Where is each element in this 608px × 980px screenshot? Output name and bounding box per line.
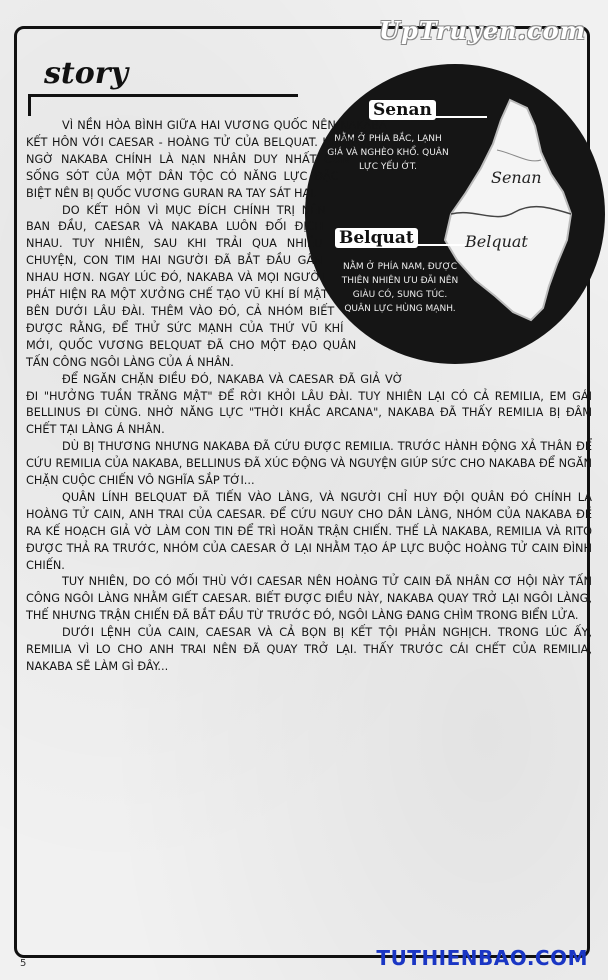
belquat-label: Belquat: [335, 228, 418, 248]
watermark-tuthienbao: TUTHIENBAO.COM: [376, 946, 588, 970]
page-number: 5: [20, 958, 27, 969]
paragraph: TUY NHIÊN, DO CÓ MỐI THÙ VỚI CAESAR NÊN HOÀNG TỬ CAIN ĐÃ NHÂN CƠ HỘI NÀY TẤN CÔNG NGÔI LÀNG NHẰM GIẾT CAESAR. BIẾT ĐƯỢC ĐIỀU NÀY, NAKABA QUAY TRỞ LẠI NGÔI LÀNG, THẾ NHƯNG TRẬN CHIẾN ĐÃ BẮT ĐẦU TỪ TRƯỚC ĐÓ, NGÔI LÀNG ĐANG CHÌM TRONG BIỂN LỬA.: [26, 575, 592, 623]
belquat-description: NẰM Ở PHÍA NAM, ĐƯỢC THIÊN NHIÊN ƯU ĐÃI NÊN GIÀU CÓ, SUNG TÚC. QUÂN LỰC HÙNG MẠNH.: [341, 262, 459, 314]
senan-label: Senan: [369, 100, 436, 120]
heading-underline: [28, 94, 298, 97]
story-text: [26, 118, 592, 676]
paragraph: QUÂN LÍNH BELQUAT ĐÃ TIẾN VÀO LÀNG, VÀ NGƯỜI CHỈ HUY ĐỘI QUÂN ĐÓ CHÍNH LÀ HOÀNG TỬ CAIN, ANH TRAI CỦA CAESAR. ĐỂ CỨU NGUY CHO DÂN LÀNG, NHÓM CỦA NAKABA ĐỀ RA KẾ HOẠCH GIẢ VỜ LÀM CON TIN ĐỂ TRÌ HOÃN TRẬN CHIẾN. THẾ LÀ NAKABA, REMILIA VÀ RITO ĐƯỢC THẢ RA TRƯỚC, NHÓM CỦA CAESAR Ở LẠI NHẰM TẠO ÁP LỰC BUỘC HOÀNG TỬ CAIN ĐÌNH CHIẾN.: [26, 490, 592, 572]
belquat-handwritten: Belquat: [465, 232, 528, 251]
paragraph: ĐỂ NGĂN CHẶN ĐIỀU ĐÓ, NAKABA VÀ CAESAR ĐÃ GIẢ VỜ ĐI "HƯỞNG TUẦN TRĂNG MẬT" ĐỂ RỜI KHỎI LÂU ĐÀI. TUY NHIÊN LẠI CÓ CẢ REMILIA, EM GÁI BELLINUS ĐI CÙNG. NHỜ NĂNG LỰC "THỜI KHẮC ARCANA", NAKABA ĐÃ THẤY REMILIA BỊ ĐÂM CHẾT TẠI LÀNG Á NHÂN.: [26, 372, 592, 437]
story-heading: story: [44, 56, 128, 91]
paragraph: DƯỚI LỆNH CỦA CAIN, CAESAR VÀ CẢ BỌN BỊ KẾT TỘI PHẢN NGHỊCH. TRONG LÚC ẤY, REMILIA VÌ LO CHO ANH TRAI NÊN ĐÃ QUAY TRỞ LẠI. THẤY TRƯỚC CÁI CHẾT CỦA REMILIA, NAKABA SẼ LÀM GÌ ĐÂY...: [26, 626, 592, 673]
map-wrap-spacer: [320, 118, 592, 380]
paragraph: VÌ NỀN HÒA BÌNH GIỮA HAI VƯƠNG QUỐC NÊN NAKABA KẾT HÔN VỚI CAESAR - HOÀNG TỬ CỦA BELQUAT. KHÔNG NGỜ NAKABA CHÍNH LÀ NẠN NHÂN DUY NHẤT CÒN SỐNG SÓT CỦA MỘT DÂN TỘC CÓ NĂNG LỰC ĐẶC BIỆT NÊN BỊ QUỐC VƯƠNG GURAN RA TAY SÁT HẠI.: [26, 119, 387, 200]
paragraph: DO KẾT HÔN VÌ MỤC ĐÍCH CHÍNH TRỊ NÊN BAN ĐẦU, CAESAR VÀ NAKABA LUÔN ĐỐI ĐỊCH NHAU. TUY NHIÊN, SAU KHI TRẢI QUA NHIỀU CHUYỆN, CON TIM HAI NGƯỜI ĐÃ BẮT ĐẦU GẦN NHAU HƠN. NGAY LÚC ĐÓ, NAKABA VÀ MỌI NGƯỜI PHÁT HIỆN RA MỘT XƯỞNG CHẾ TẠO VŨ KHÍ BÍ MẬT BÊN DƯỚI LÂU ĐÀI. THÊM VÀO ĐÓ, CẢ NHÓM BIẾT ĐƯỢC RẰNG, ĐỂ THỬ SỨC MẠNH CỦA THỨ VŨ KHÍ MỚI, QUỐC VƯƠNG BELQUAT ĐÃ CHO MỘT ĐẠO QUÂN TẤN CÔNG NGÔI LÀNG CỦA Á NHÂN.: [26, 203, 357, 369]
heading-bar: [28, 96, 31, 116]
watermark-uptruyen: UpTruyen.com: [379, 16, 586, 45]
paragraph: DÙ BỊ THƯƠNG NHƯNG NAKABA ĐÃ CỨU ĐƯỢC REMILIA. TRƯỚC HÀNH ĐỘNG XẢ THÂN ĐỂ CỨU REMILIA CỦA NAKABA, BELLINUS ĐÃ XÚC ĐỘNG VÀ NGUYỆN GIÚP SỨC CHO NAKABA ĐỂ NGĂN CHẶN CUỘC CHIẾN VÔ NGHĨA SẮP TỚI...: [26, 440, 592, 488]
senan-handwritten: Senan: [491, 168, 542, 187]
senan-description: NẰM Ở PHÍA BẮC, LẠNH GIÁ VÀ NGHÈO KHỔ. QUÂN LỰC YẾU ỚT.: [327, 134, 449, 172]
